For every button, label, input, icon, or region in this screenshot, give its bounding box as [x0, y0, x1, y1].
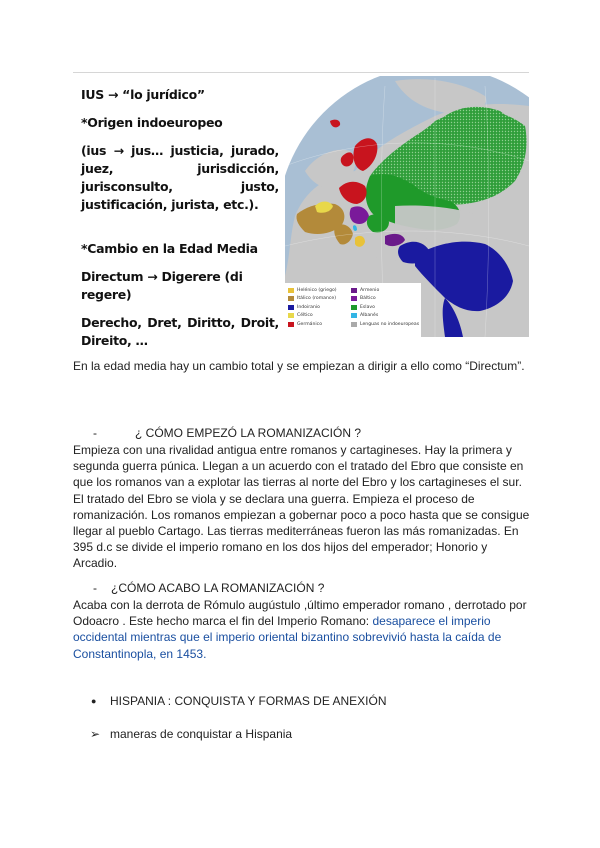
paragraph-fin-part-1: Acaba con la derrota de Rómulo augústulo ,último emperador romano , derrotado por Odoacro . Este hecho marca el fin del Imperio Romano: [73, 598, 527, 629]
legend-label: Itálico (romance) [297, 296, 337, 302]
heading-hispania: HISPANIA : CONQUISTA Y FORMAS DE ANEXIÓN [110, 694, 387, 708]
legend-item [288, 286, 337, 295]
legend-swatch [351, 296, 357, 301]
legend-item [351, 320, 419, 329]
legend-swatch [288, 305, 294, 310]
item-maneras-conquistar: maneras de conquistar a Hispania [110, 727, 293, 741]
arrow-bullet-icon: ➢ [90, 727, 101, 741]
slide-line-ius: IUS → “lo jurídico” [81, 87, 205, 102]
dash-marker: - [93, 581, 97, 595]
paragraph-edad-media: En la edad media hay un cambio total y se empiezan a dirigir a ello como “Directum”. [73, 359, 525, 373]
legend-item [351, 303, 419, 312]
paragraph-inicio-romanizacion: Empieza con una rivalidad antigua entre romanos y cartagineses. Hay la primera y segunda guerra púnica. Llegan a un acuerdo con el tratado del Ebro que consiste en que los romanos van a explotar las tierras al norte del Ebro y los cartagineses el sur. El tratado del Ebro se viola y se declara una guerra. Empieza el proceso de romanización. Los romanos empiezan a gobernar poco a poco hasta que se consigue llegar al pueblo Cartago. Las tierras mediterráneas fueron las más romanizadas. En 395 d.c se divide el imperio romano en los dos hijos del emperador; Honorio y Arcadio. [73, 443, 530, 571]
legend-label: Armenio [360, 287, 380, 293]
slide-line-origen: *Origen indoeuropeo [81, 115, 223, 130]
legend-swatch [288, 313, 294, 318]
legend-label: Eslavo [360, 304, 375, 310]
legend-swatch [351, 313, 357, 318]
paragraph-fin-part-2: desaparece el imperio occidental mientras que el imperio oriental bizantino sobrevivió hasta la caída de Constantinopla, en 1453. [73, 614, 502, 661]
legend-item [351, 286, 419, 295]
legend-item [288, 303, 337, 312]
legend-swatch [288, 322, 294, 327]
slide-line-etymology: (ius → jus… justicia, jurado, juez, jurisdicción, jurisconsulto, justo, justificación, jurista, etc.). [81, 143, 279, 212]
legend-swatch [351, 288, 357, 293]
paragraph-fin-romanizacion [73, 597, 533, 662]
legend-item [351, 295, 419, 304]
embedded-slide [73, 72, 529, 348]
slide-line-cambio: *Cambio en la Edad Media [81, 241, 258, 256]
legend-column-left [288, 286, 337, 329]
legend-column-right [351, 286, 419, 329]
slide-top-rule [73, 72, 529, 73]
dash-marker: - [93, 426, 97, 440]
legend-label: Céltico [297, 313, 313, 319]
heading-como-empezo: ¿ CÓMO EMPEZÓ LA ROMANIZACIÓN ? [135, 426, 362, 440]
slide-line-derecho: Derecho, Dret, Diritto, Droit, Direito, … [81, 315, 279, 348]
legend-swatch [288, 296, 294, 301]
legend-label: Lenguas no indoeuropeas [360, 321, 420, 327]
slide-line-directum: Directum → Digerere (di regere) [81, 269, 243, 302]
bullet-dot: ● [91, 696, 97, 706]
legend-item [288, 295, 337, 304]
legend-swatch [288, 288, 294, 293]
legend-item [288, 312, 337, 321]
legend-label: Indoiranio [297, 304, 320, 310]
legend-label: Helénico (griego) [297, 287, 337, 293]
slide-text-block [81, 86, 279, 350]
legend-label: Germánico [297, 321, 323, 327]
legend-label: Báltico [360, 296, 376, 302]
legend-item [351, 312, 419, 321]
legend-item [288, 320, 337, 329]
legend-swatch [351, 322, 357, 327]
map-legend [285, 283, 421, 337]
heading-como-acabo: ¿CÓMO ACABO LA ROMANIZACIÓN ? [111, 581, 325, 595]
legend-label: Albanés [360, 313, 379, 319]
legend-swatch [351, 305, 357, 310]
